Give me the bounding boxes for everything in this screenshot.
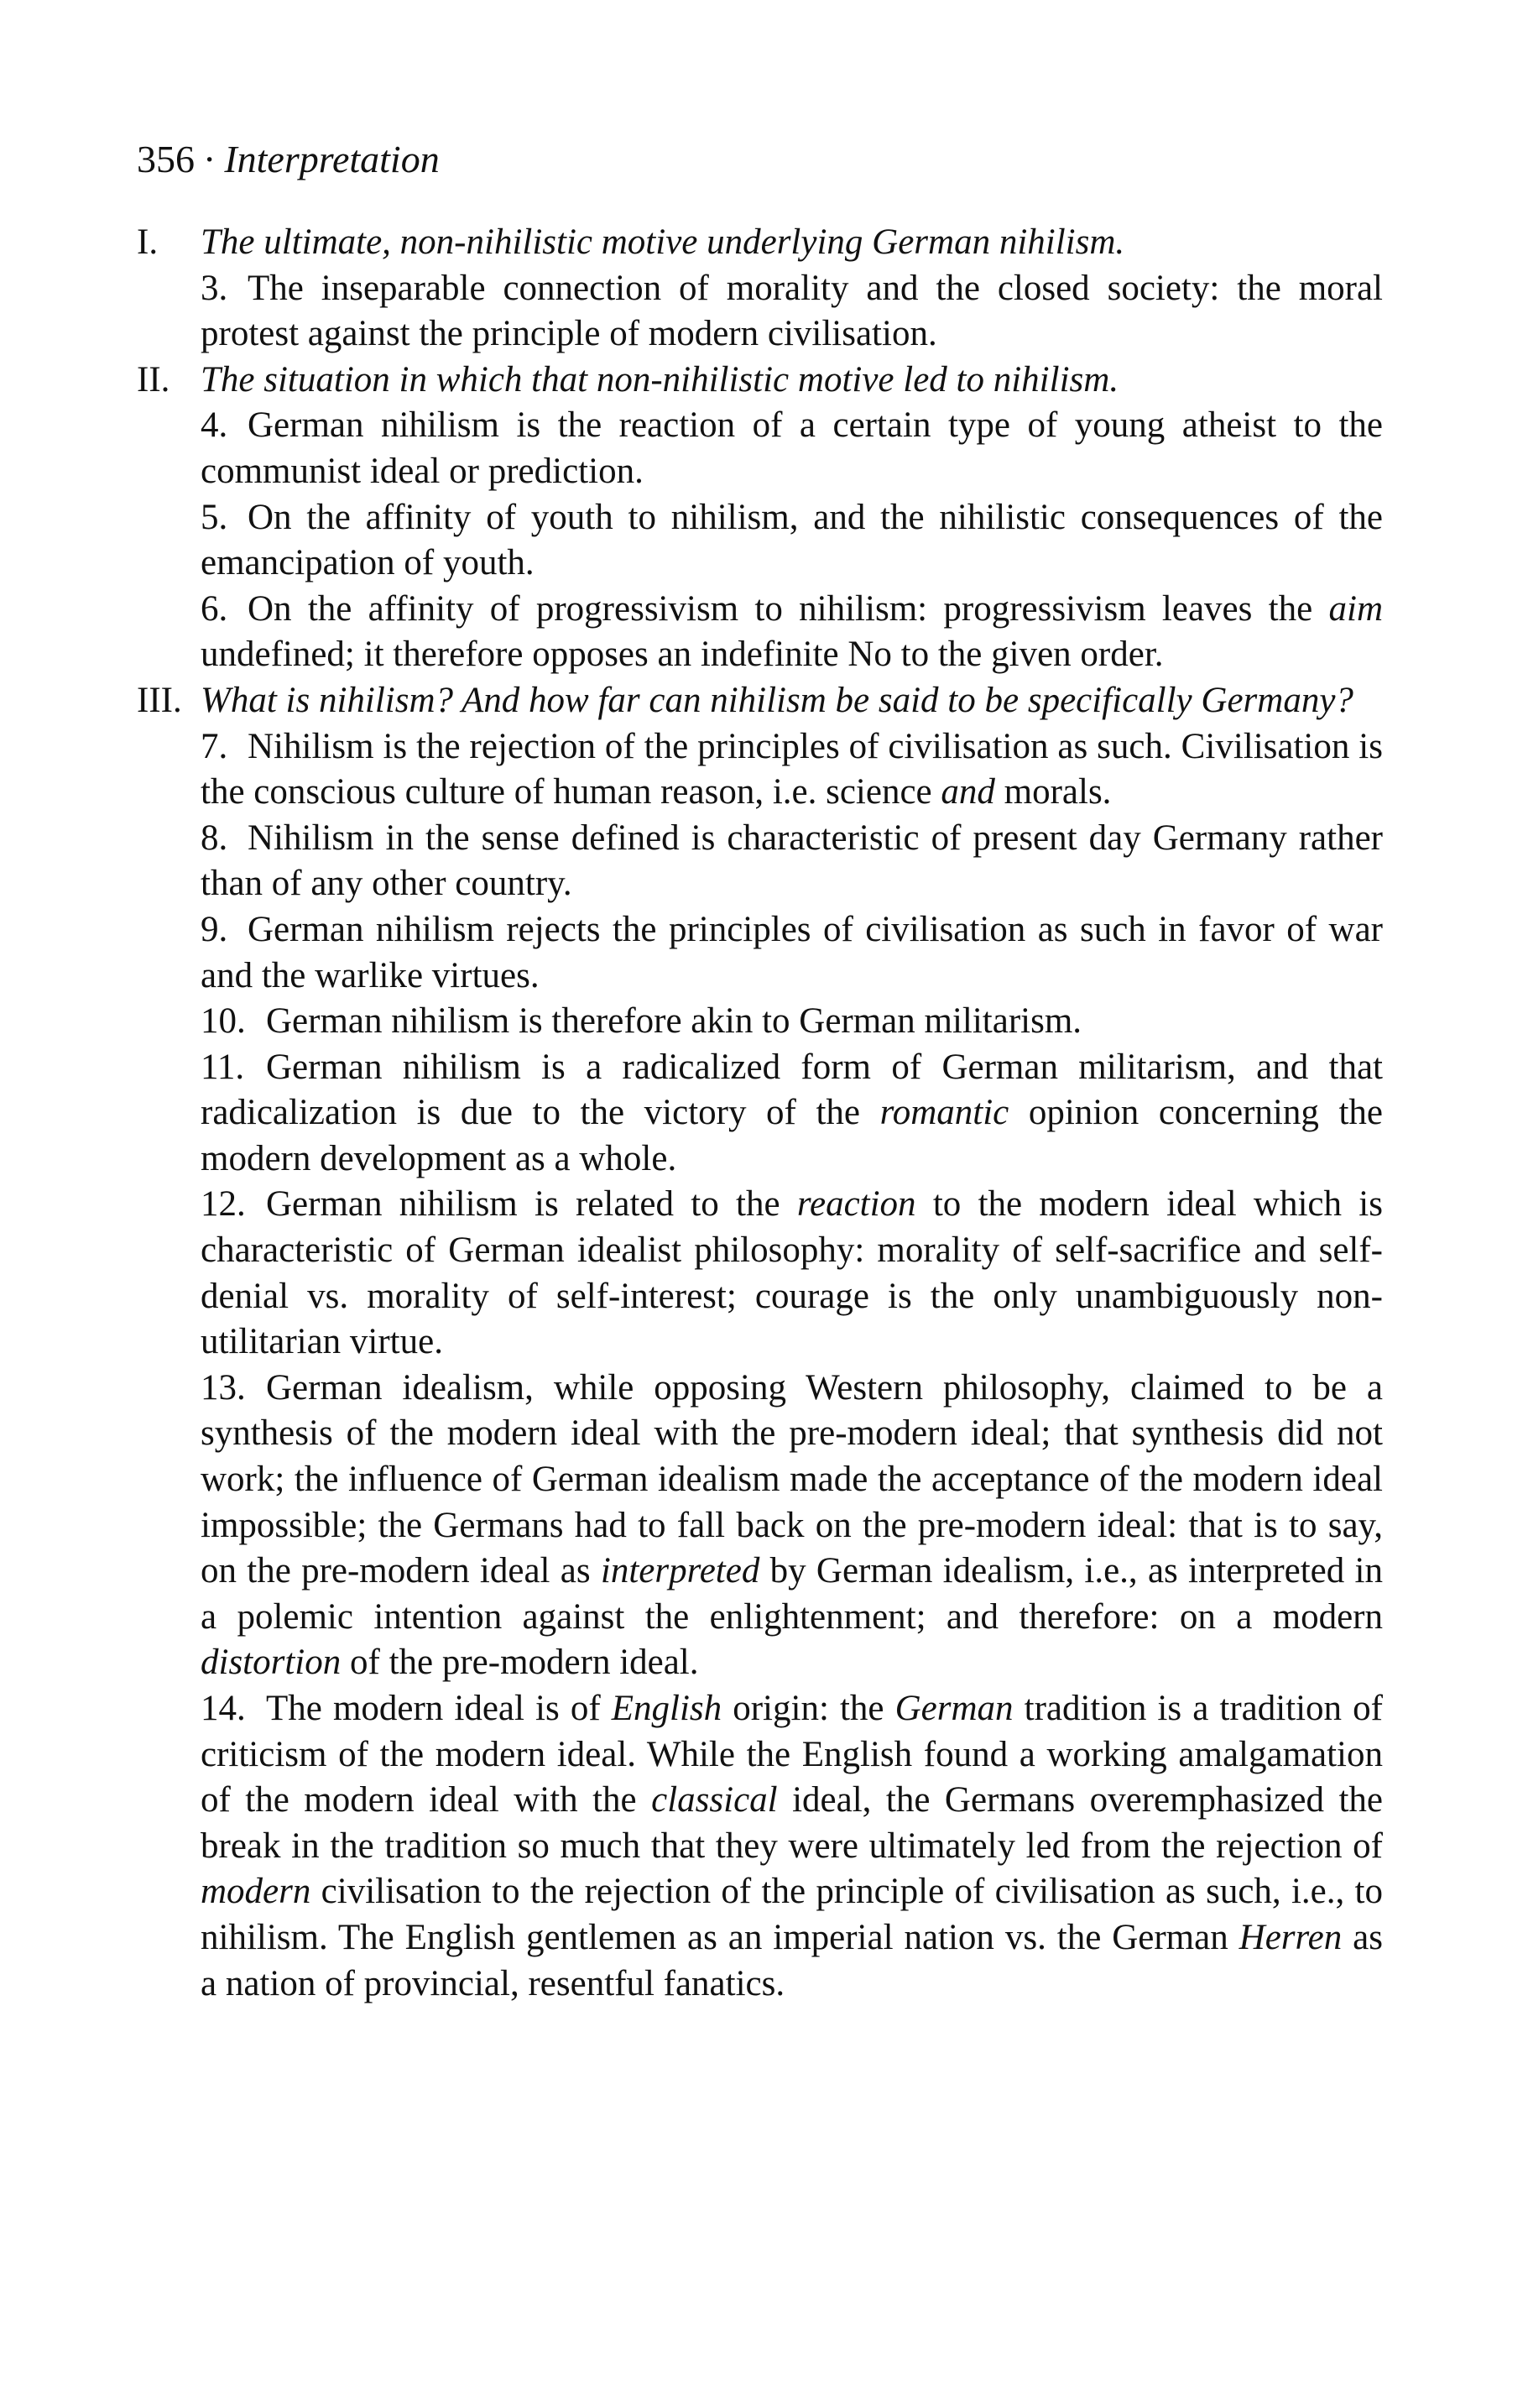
outline-item — [137, 266, 1383, 358]
item-text: by German idealism, i.e., as interpreted in a polemic intention against the enlightenment; and therefore: on a modern — [201, 1551, 1383, 1637]
section-heading-text: What is nihilism? And how far can nihilism be said to be specifically Germany? — [201, 680, 1353, 720]
outline-item — [137, 403, 1383, 494]
item-text: German nihilism is related to the — [266, 1184, 797, 1225]
outline-item — [137, 1045, 1383, 1183]
item-text: The inseparable connection of morality and the closed society: the moral protest against the principle of modern civilisation. — [201, 268, 1383, 354]
item-number: 5. — [201, 497, 228, 537]
outline-item — [137, 495, 1383, 587]
outline-item — [137, 1182, 1383, 1365]
item-number: 12. — [201, 1184, 246, 1225]
item-text: German nihilism is a radicalized form of German militarism, and that radicalization is due to the victory of the — [201, 1047, 1383, 1133]
outline-item — [137, 816, 1383, 907]
item-text: of the pre-modern ideal. — [341, 1643, 699, 1683]
section-heading — [137, 220, 1383, 266]
outline-item — [137, 1366, 1383, 1686]
page-number: 356 — [137, 138, 195, 180]
emphasized-text: distortion — [201, 1643, 342, 1683]
item-text: German nihilism is the reaction of a certain type of young atheist to the communist ideal or prediction. — [201, 405, 1383, 491]
book-page — [137, 134, 1383, 2007]
item-text: as a nation of provincial, resentful fanatics. — [201, 1917, 1383, 2003]
emphasized-text: interpreted — [600, 1551, 760, 1591]
emphasized-text: aim — [1328, 588, 1383, 629]
item-number: 14. — [201, 1689, 246, 1728]
emphasized-text: romantic — [879, 1093, 1009, 1133]
section-heading — [137, 678, 1383, 724]
section-number: I. — [137, 222, 159, 262]
item-number: 3. — [201, 268, 228, 308]
item-text: German nihilism rejects the principles of civilisation as such in favor of war and the warlike virtues. — [201, 909, 1383, 995]
running-head-separator: · — [203, 138, 216, 180]
outline-item — [137, 724, 1383, 816]
item-text: German idealism, while opposing Western philosophy, claimed to be a synthesis of the modern ideal with the pre-modern ideal; that synthesis did not work; the influence of German idealism made the acceptance of the modern ideal impossible; the Germans had to fall back on the pre-modern ideal: that is to say, on the pre-modern ideal as — [201, 1367, 1383, 1591]
item-number: 10. — [201, 1001, 246, 1042]
item-text: morals. — [994, 772, 1112, 812]
emphasized-text: classical — [651, 1780, 778, 1820]
item-text: opinion concerning the modern development as a whole. — [201, 1093, 1383, 1178]
outline-item — [137, 587, 1383, 678]
item-number: 11. — [201, 1047, 245, 1087]
section-heading-text: The ultimate, non-nihilistic motive underlying German nihilism. — [201, 222, 1125, 262]
item-text: origin: the — [722, 1689, 895, 1728]
section-number: II. — [137, 359, 170, 400]
emphasized-text: reaction — [796, 1184, 916, 1225]
emphasized-text: English — [611, 1689, 722, 1728]
outline-body — [137, 220, 1383, 2007]
item-text: to the modern ideal which is characteristic of German idealist philosophy: morality of self-sacrifice and self-denial vs. morality of self-interest; courage is the only unambiguously non-utilitarian virtue. — [201, 1184, 1383, 1362]
item-text: On the affinity of progressivism to nihilism: progressivism leaves the — [248, 588, 1329, 629]
item-text: undefined; it therefore opposes an indefinite No to the given order. — [201, 635, 1164, 675]
item-text: tradition is a tradition of criticism of the modern ideal. While the English found a working amalgamation of the modern ideal with the — [201, 1689, 1383, 1820]
running-head-title: Interpretation — [224, 138, 440, 180]
item-number: 9. — [201, 909, 228, 949]
emphasized-text: Herren — [1239, 1917, 1343, 1957]
item-text: The modern ideal is of — [266, 1689, 612, 1728]
emphasized-text: and — [941, 772, 995, 812]
item-text: ideal, the Germans overemphasized the break in the tradition so much that they were ultimately led from the rejection of — [201, 1780, 1384, 1866]
item-text: German nihilism is therefore akin to German militarism. — [266, 1001, 1082, 1042]
emphasized-text: German — [894, 1689, 1014, 1728]
running-head — [137, 134, 1383, 185]
outline-item — [137, 1686, 1383, 2007]
outline-item — [137, 907, 1383, 999]
section-heading — [137, 358, 1383, 404]
item-text: Nihilism is the rejection of the principles of civilisation as such. Civilisation is the conscious culture of human reason, i.e. science — [201, 726, 1383, 812]
section-number: III. — [137, 680, 182, 720]
emphasized-text: modern — [201, 1872, 311, 1912]
item-text: On the affinity of youth to nihilism, and the nihilistic consequences of the emancipation of youth. — [201, 497, 1383, 583]
outline-item — [137, 999, 1383, 1045]
item-number: 6. — [201, 588, 228, 629]
section-heading-text: The situation in which that non-nihilistic motive led to nihilism. — [201, 359, 1119, 400]
item-text: civilisation to the rejection of the principle of civilisation as such, i.e., to nihilism. The English gentlemen as an imperial nation vs. the German — [201, 1872, 1383, 1957]
item-number: 4. — [201, 405, 228, 446]
item-number: 8. — [201, 817, 228, 858]
item-number: 13. — [201, 1367, 246, 1408]
item-number: 7. — [201, 726, 228, 766]
item-text: Nihilism in the sense defined is characteristic of present day Germany rather than of any other country. — [201, 817, 1383, 904]
